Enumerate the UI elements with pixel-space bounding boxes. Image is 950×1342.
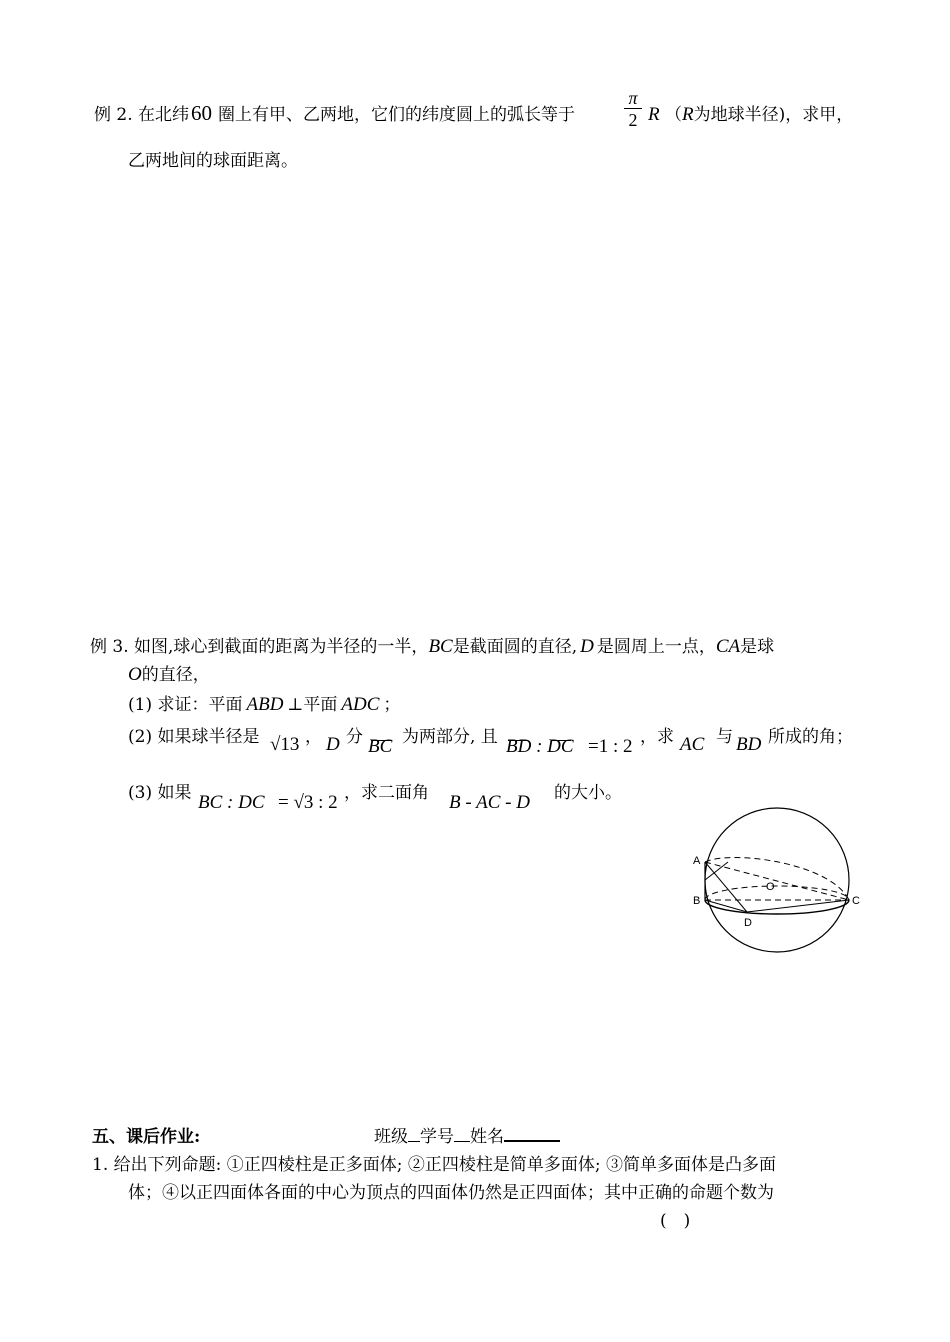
ratio-bd-dc: BD : DC: [506, 736, 574, 757]
line-ac: [705, 862, 849, 900]
question-1-line-1: 1. 给出下列命题: ①正四棱柱是正多面体; ②正四棱柱是简单多面体; ③简单多面体是凸多面: [92, 1155, 777, 1175]
sphere-outline: [705, 808, 849, 952]
example-3-part-1: (1) 求证：平面 ABD ⊥平面 ADC ；: [128, 694, 401, 715]
line-dc: [747, 900, 849, 912]
label-d: D: [744, 917, 752, 929]
label-c: C: [852, 895, 860, 907]
example-2-line-2: 乙两地间的球面距离。: [128, 151, 298, 171]
label-o: O: [766, 881, 775, 893]
latitude-value: 60: [191, 101, 213, 125]
example-2-label: 例 2.: [94, 105, 133, 125]
sqrt-13: √13: [270, 734, 300, 755]
label-a: A: [693, 855, 701, 867]
example-2-line-1: 例 2. 在北纬60 圈上有甲、乙两地，它们的纬度圆上的弧长等于: [94, 101, 576, 125]
line-ad: [705, 862, 747, 912]
example-3-part-3-label: (3) 如果: [128, 783, 192, 803]
great-circle-arc: [705, 858, 849, 900]
name-blank: [504, 1124, 560, 1142]
example-2-line-1-tail: R （R为地球半径)，求甲，: [648, 104, 854, 125]
example-3-line-1: 例 3. 如图,球心到截面的距离为半径的一半，BC是截面圆的直径, D 是圆周上一点，CA是球: [90, 636, 775, 657]
example-3-part-2-label: (2) 如果球半径是: [128, 727, 260, 747]
example-3-label: 例 3.: [90, 637, 129, 657]
label-b: B: [693, 895, 701, 907]
question-1-line-2: 体；④以正四面体各面的中心为顶点的四面体仍然是正四面体；其中正确的命题个数为: [128, 1183, 774, 1203]
fraction-pi-over-2: $\frac{\pi}{2}$: [624, 88, 642, 131]
dihedral-angle: B - AC - D: [449, 792, 530, 813]
example-3-line-2: O的直径，: [128, 664, 210, 685]
homework-title: 五、课后作业:: [92, 1127, 201, 1147]
sphere-figure: [690, 800, 865, 965]
student-info-line: 班级 学号 姓名: [374, 1122, 560, 1147]
answer-parentheses: ( ): [660, 1211, 691, 1231]
